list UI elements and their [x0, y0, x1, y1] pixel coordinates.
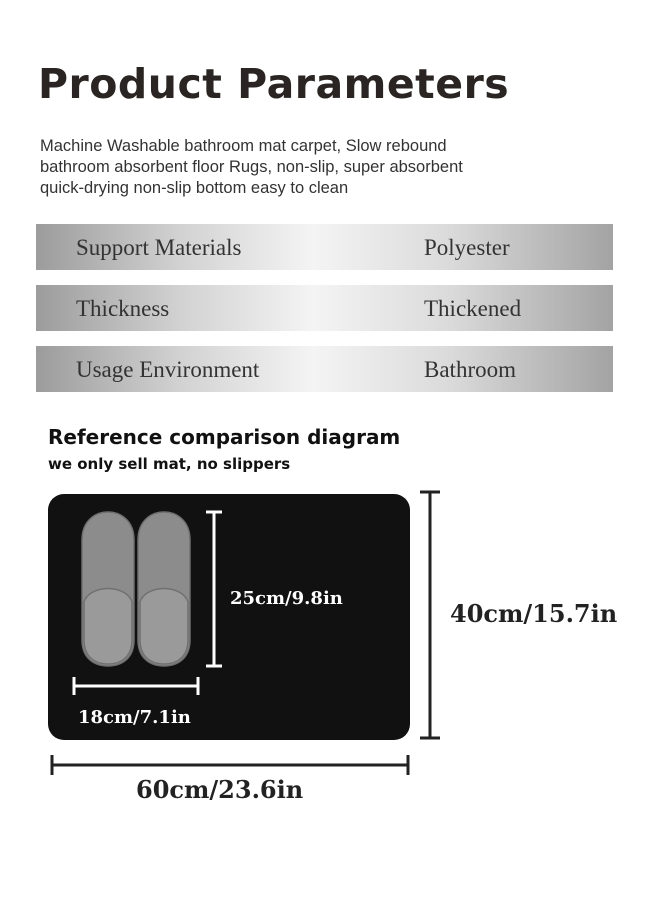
description-line: Machine Washable bathroom mat carpet, Slow rebound [40, 137, 447, 155]
param-value: Polyester [424, 235, 510, 260]
param-value: Bathroom [424, 357, 516, 382]
mat-width-dimension [52, 755, 408, 775]
param-row-thickness [36, 285, 613, 331]
param-value: Thickened [424, 296, 522, 321]
param-row-environment [36, 346, 613, 392]
size-comparison-diagram [0, 480, 660, 840]
product-description [40, 136, 600, 199]
left-slipper [82, 512, 134, 666]
param-label: Thickness [76, 296, 170, 321]
mat-width-label: 60cm/23.6in [136, 775, 304, 804]
page-title: Product Parameters [38, 60, 510, 108]
param-label: Usage Environment [76, 357, 260, 382]
description-line: quick-drying non-slip bottom easy to clean [40, 179, 349, 197]
param-row-material [36, 224, 613, 270]
param-label: Support Materials [76, 235, 242, 260]
reference-subtitle: we only sell mat, no slippers [48, 455, 291, 473]
mat-height-dimension [420, 492, 440, 738]
reference-title: Reference comparison diagram [48, 425, 401, 449]
right-slipper [138, 512, 190, 666]
slipper-width-label: 18cm/7.1in [78, 707, 191, 728]
description-line: bathroom absorbent floor Rugs, non-slip, super absorbent [40, 158, 463, 176]
mat-height-label: 40cm/15.7in [450, 599, 618, 628]
slipper-length-label: 25cm/9.8in [230, 588, 343, 609]
